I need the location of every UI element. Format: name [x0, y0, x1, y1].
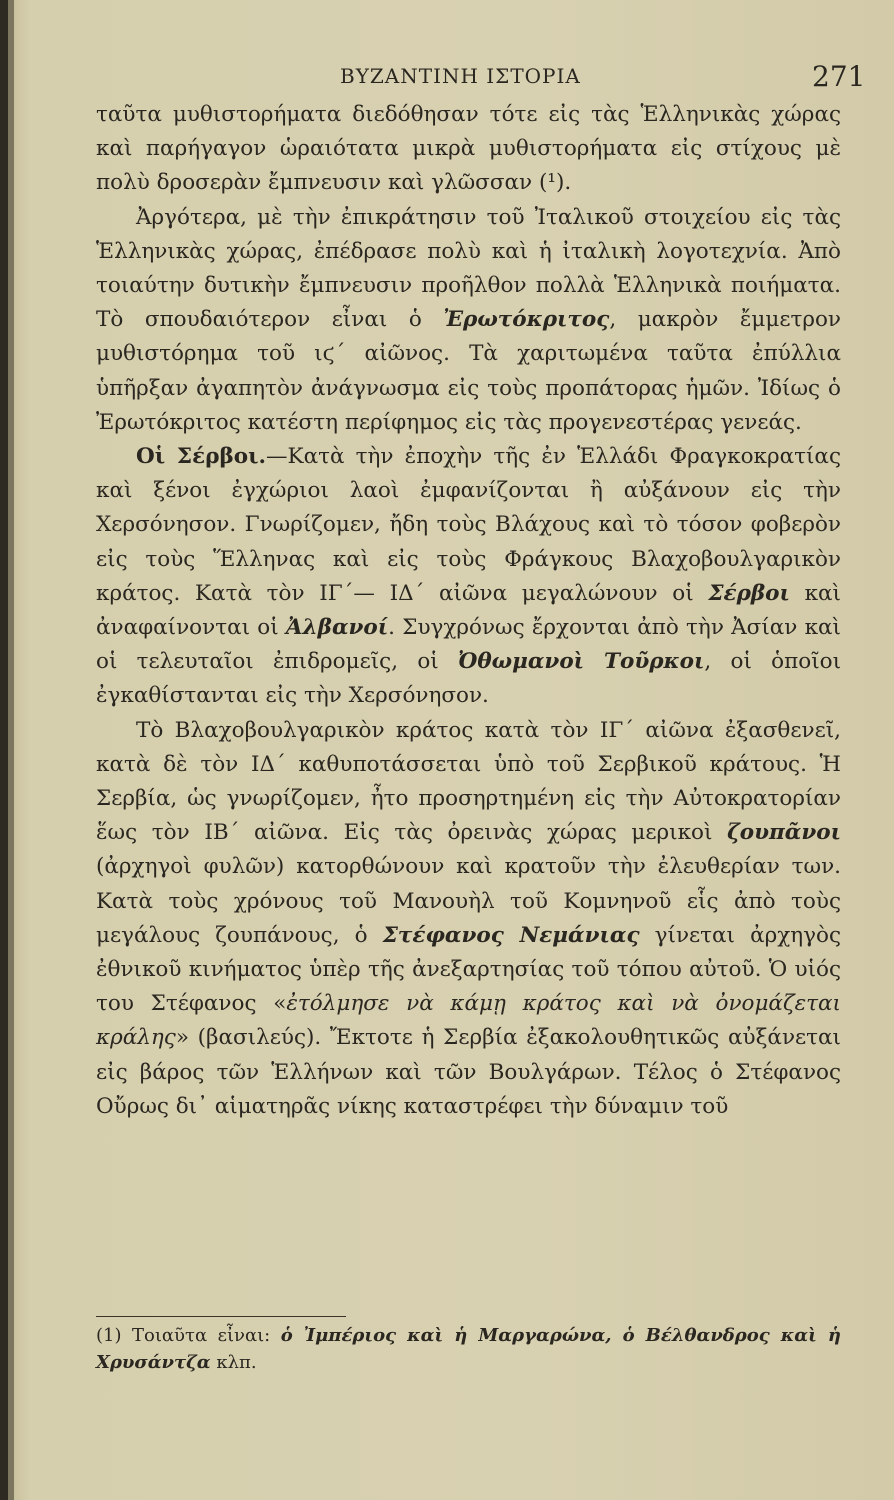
footnote-titles: ὁ Ἰμπέριος καὶ ἡ Μαργαρώνα, ὁ Βέλθανδρος καὶ ἡ Χρυσάντζα	[96, 1325, 841, 1373]
paragraph-4-text-c: (ἀρχηγοὶ φυλῶν) κατορθώνουν καὶ κρατοῦν τὴν ἐλευθερίαν των. Κατὰ τοὺς χρόνους τοῦ Μανουὴλ τοῦ Κομνηνοῦ εἷς ἀπὸ τοὺς μεγάλους ζουπάνους, ὁ	[96, 854, 841, 948]
paragraph-2-text-a: Ἀργότερα, μὲ τὴν ἐπικράτησιν τοῦ Ἰταλικοῦ στοιχείου εἰς τὰς Ἑλληνικὰς χώρας, ἐπέδρασε πολὺ καὶ ἡ ἰταλικὴ λογοτεχνία. Ἀπὸ τοιαύτην δυτικὴν ἔμπνευσιν προῆλθον πολλὰ Ἑλληνικὰ ποιήματα. Τὸ σπουδαιότερον εἶναι ὁ	[96, 204, 841, 333]
paragraph-4-text-g: » (βασιλεύς). Ἔκτοτε ἡ Σερβία ἐξακολουθητικῶς αὐξάνεται εἰς βάρος τῶν Ἑλλήνων καὶ τῶν Βουλγάρων. Τέλος ὁ Στέφανος Οὔρως δι᾽ αἱματηρᾶς νίκης καταστρέφει τὴν δύναμιν τοῦ	[96, 1025, 841, 1119]
footnote-tail: κλπ.	[210, 1352, 257, 1373]
section-heading-serbs: Οἱ Σέρβοι.	[136, 444, 267, 470]
paragraph-1-text: ταῦτα μυθιστορήματα διεδόθησαν τότε εἰς τὰς Ἑλληνικὰς χώρας καὶ παρήγαγον ὡραιότατα μικρὰ μυθιστορήματα εἰς στίχους μὲ πολὺ δροσερὰν ἔμπνευσιν καὶ γλῶσσαν (¹).	[96, 102, 841, 196]
paragraph-3	[96, 440, 841, 714]
paragraph-3-text-a: —Κατὰ τὴν ἐποχὴν τῆς ἐν Ἑλλάδι Φραγκοκρατίας καὶ ξένοι ἐγχώριοι λαοὶ ἐμφανίζονται ἢ αὐξάνουν εἰς τὴν Χερσόνησον. Γνωρίζομεν, ἤδη τοὺς Βλάχους καὶ τὸ τόσον φοβερὸν εἰς τοὺς Ἕλληνας καὶ εἰς τοὺς Φράγκους Βλαχοβουλγαρικὸν κράτος. Κατὰ τὸν ΙΓ΄— ΙΔ΄ αἰῶνα μεγαλώνουν οἱ	[96, 444, 841, 606]
paragraph-2-text-c: , μακρὸν ἔμμετρον μυθιστόρημα τοῦ ιϛ΄ αἰῶνος. Τὰ χαριτωμένα ταῦτα ἐπύλλια ὑπῆρξαν ἀγαπητὸν ἀνάγνωσμα εἰς τοὺς προπάτορας ἡμῶν. Ἰδίως ὁ Ἐρωτόκριτος κατέστη περίφημος εἰς τὰς προγενεστέρας γενεάς.	[96, 307, 842, 435]
paragraph-3-text-c: καὶ ἀναφαίνονται οἱ	[96, 580, 841, 641]
body-text	[96, 98, 841, 1124]
term-serbs: Σέρβοι	[708, 580, 790, 606]
page-number: 271	[812, 60, 866, 93]
page-edge	[8, 0, 14, 1500]
paragraph-3-text-e: . Συγχρόνως ἔρχονται ἀπὸ τὴν Ἀσίαν καὶ οἱ τελευταῖοι ἐπιδρομεῖς, οἱ	[96, 615, 841, 675]
footnote-divider	[96, 1316, 346, 1317]
term-zoupanoi: ζουπᾶνοι	[727, 820, 841, 846]
footnote-lead: (1) Τοιαῦτα εἶναι:	[96, 1325, 281, 1346]
page-header	[0, 58, 894, 98]
paragraph-4-text-e: γίνεται ἀρχηγὸς ἐθνικοῦ κινήματος ὑπὲρ τῆς ἀνεξαρτησίας τοῦ τόπου αὐτοῦ. Ὁ υἱός του Στέφανος «	[96, 922, 842, 1017]
term-stefan-nemanja: Στέφανος Νεμάνιας	[382, 922, 640, 948]
running-head: ΒΥΖΑΝΤΙΝΗ ΙΣΤΟΡΙΑ	[340, 64, 581, 88]
paragraph-2	[96, 201, 841, 440]
erotokritos-title: Ἐρωτόκριτος	[443, 307, 610, 333]
paragraph-4-text-a: Τὸ Βλαχοβουλγαρικὸν κράτος κατὰ τὸν ΙΓ΄ αἰῶνα ἐξασθενεῖ, κατὰ δὲ τὸν ΙΔ΄ καθυποτάσσεται ὑπὸ τοῦ Σερβικοῦ κράτους. Ἡ Σερβία, ὡς γνωρίζομεν, ἦτο προσηρτημένη εἰς τὴν Αὐτοκρατορίαν ἕως τὸν ΙΒ΄ αἰῶνα. Εἰς τὰς ὀρεινὰς χώρας μερικοὶ	[96, 717, 841, 846]
term-albanians: Ἀλβανοί	[285, 615, 389, 641]
term-ottoman-turks: Ὀθωμανοὶ Τοῦρκοι	[457, 649, 705, 675]
paragraph-1	[96, 98, 841, 201]
footnote	[96, 1322, 841, 1376]
paragraph-4	[96, 714, 841, 1124]
paragraph-3-text-g: , οἱ ὁποῖοι ἐγκαθίστανται εἰς τὴν Χερσόνησον.	[96, 649, 841, 709]
quotation-italic: ἐτόλμησε νὰ κάμῃ κράτος καὶ νὰ ὀνομάζεται κράλης	[96, 991, 841, 1051]
book-spine-shadow	[0, 0, 8, 1500]
